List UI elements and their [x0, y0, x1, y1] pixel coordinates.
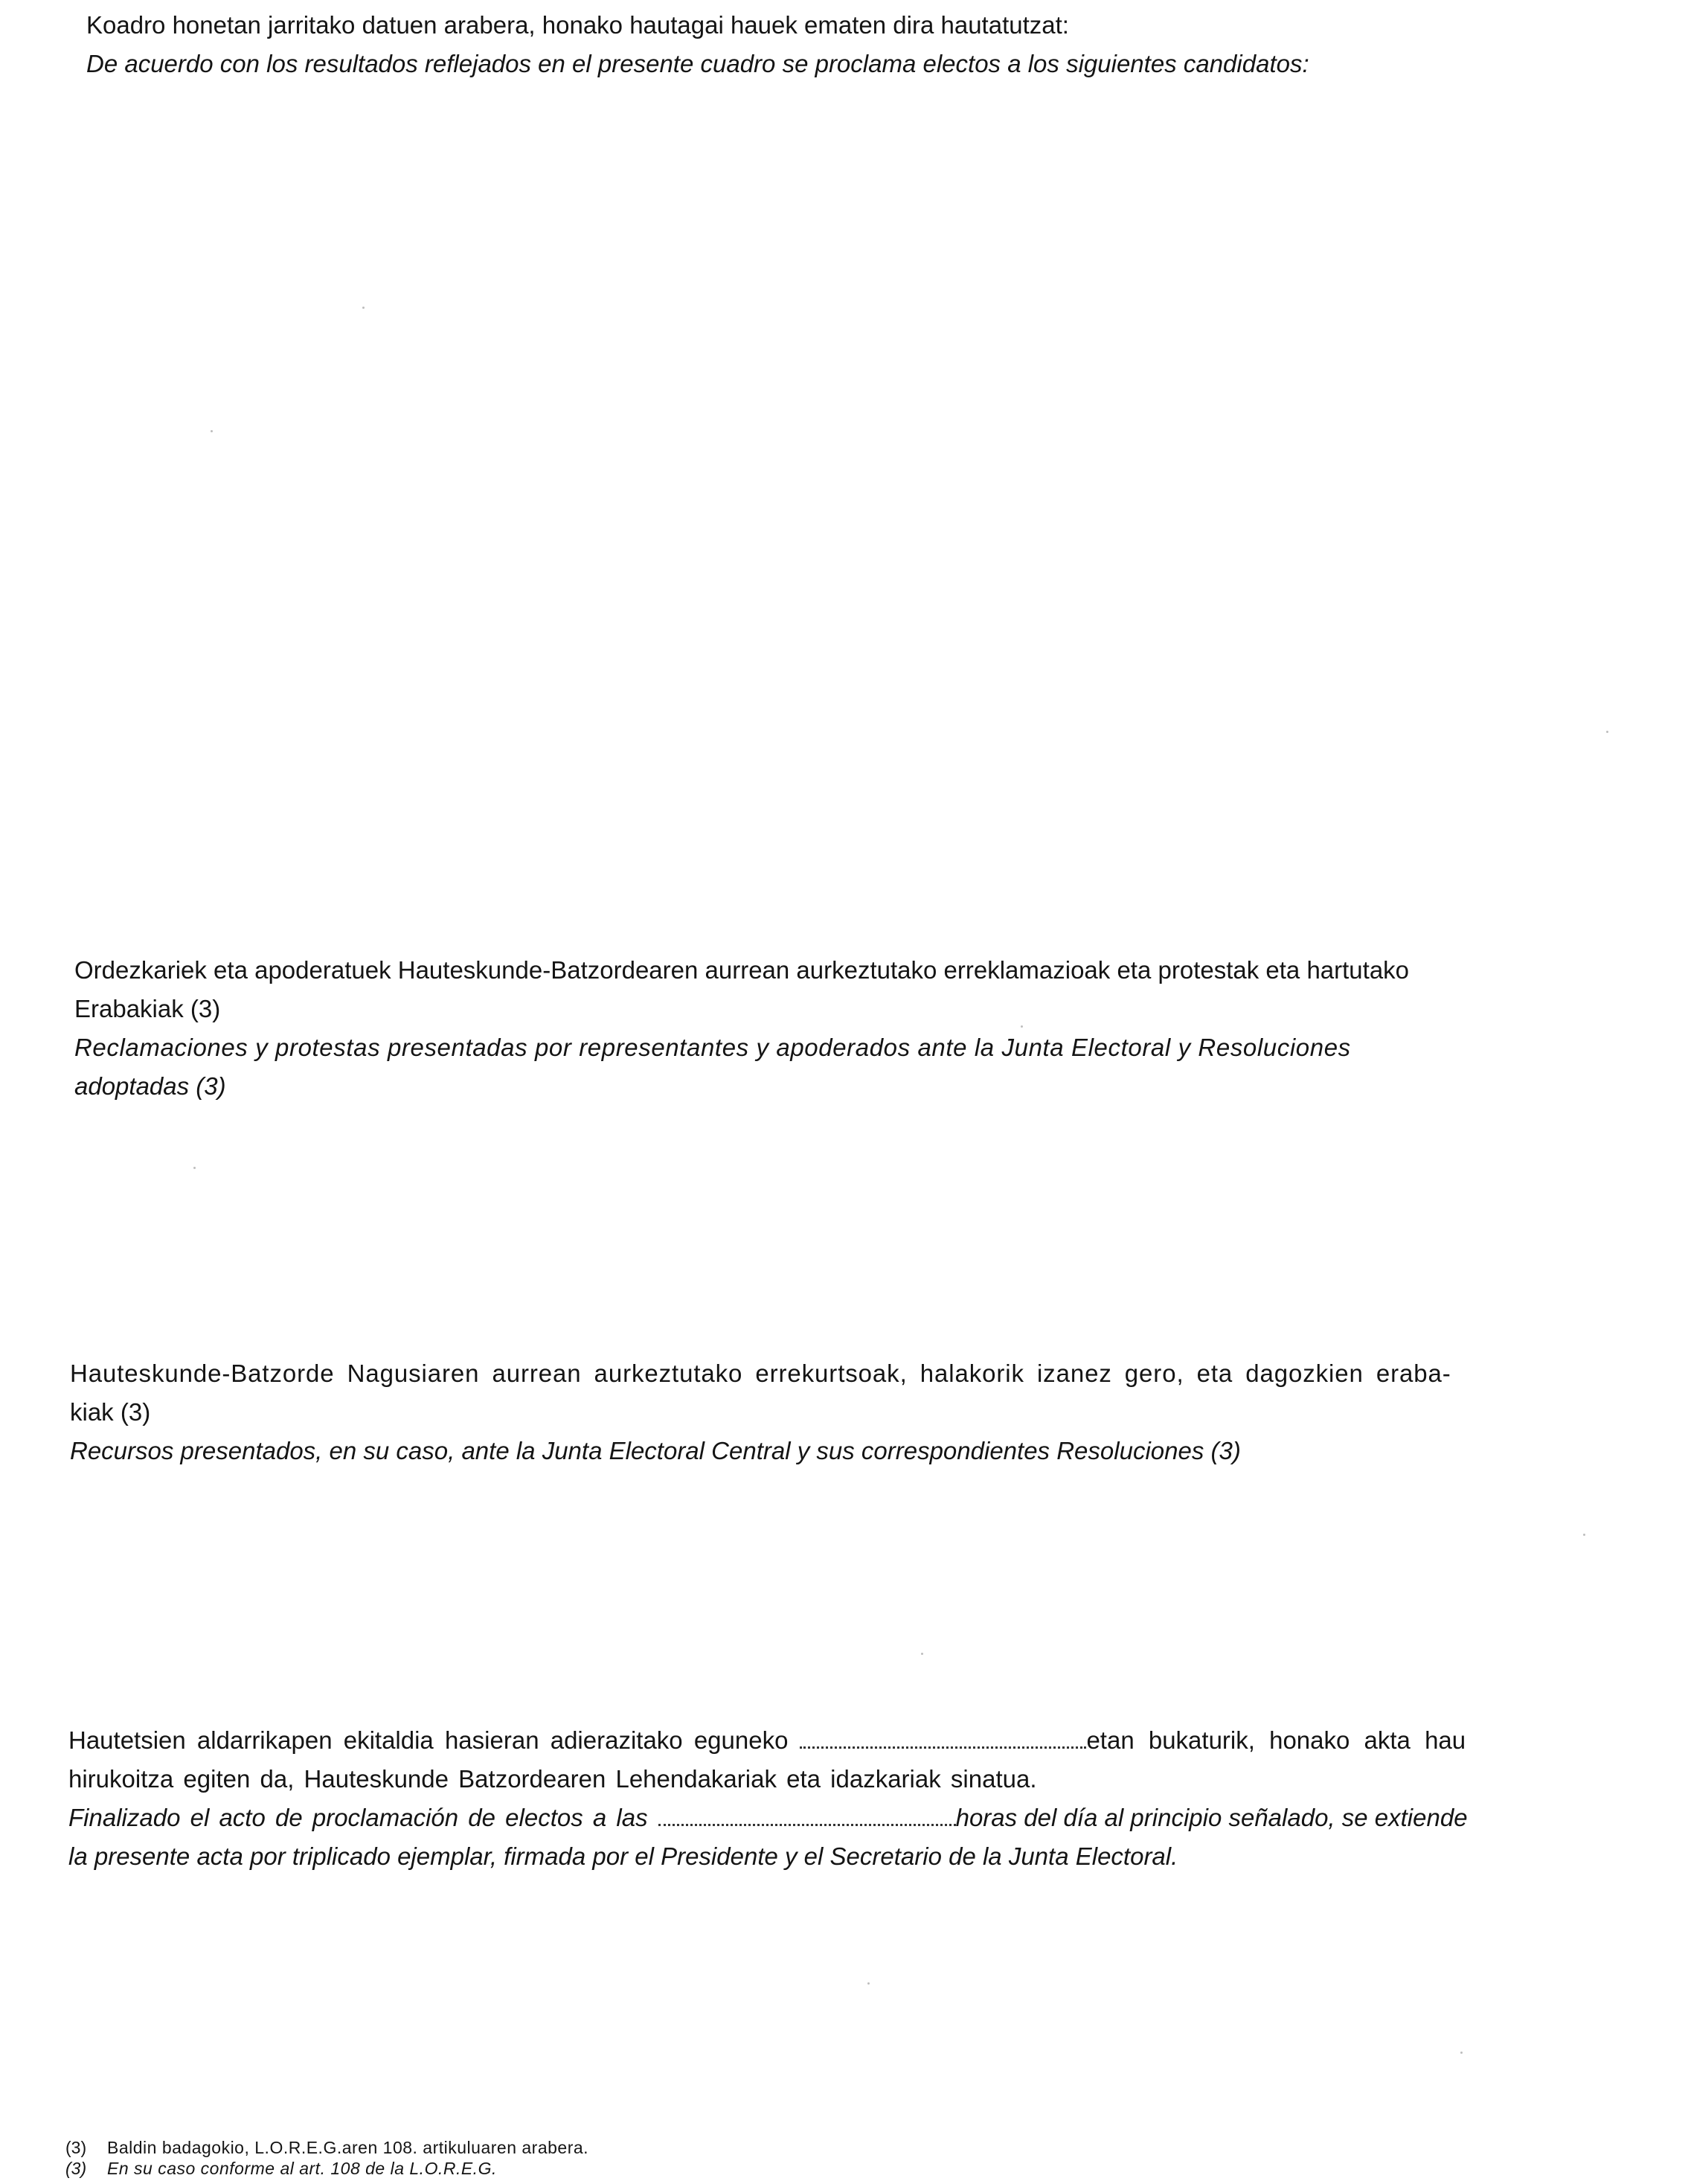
elected-heading-spanish: De acuerdo con los resultados reflejados en el presente cuadro se proclama electos a los siguientes candidatos: [86, 50, 1309, 77]
appeals-heading-basque-line1 [70, 1354, 1585, 1393]
scan-speck [1606, 731, 1608, 733]
scan-speck [1460, 2052, 1463, 2054]
scan-speck [921, 1653, 923, 1655]
closing-spanish-before-blank: Finalizado el acto de proclamación de electos a las [68, 1804, 648, 1831]
footnote-basque [65, 2136, 588, 2159]
claims-heading-spanish-line1 [74, 1028, 1585, 1067]
time-blank-spanish[interactable] [658, 1804, 956, 1826]
appeals-section [70, 1354, 1585, 1470]
closing-spanish-after-blank: horas del día al principio señalado, se extiende [955, 1804, 1468, 1831]
claims-heading-spanish-line2: adoptadas (3) [74, 1072, 226, 1100]
claims-heading-basque-line2: Erabakiak (3) [74, 995, 221, 1022]
footnote-text: En su caso conforme al art. 108 de la L.O.R.E.G. [107, 2159, 497, 2178]
footnote-marker: (3) [65, 2159, 87, 2178]
elected-candidates-section [86, 6, 1544, 83]
scan-speck [1583, 1534, 1585, 1536]
claims-heading-basque-line1: Ordezkariek eta apoderatuek Hauteskunde-Batzordearen aurrean aurkeztutako erreklamazioak eta protestak eta hartutako [74, 956, 1410, 984]
closing-spanish-line1 [68, 1799, 1586, 1837]
claims-heading-spanish-text: Reclamaciones y protestas presentadas por representantes y apoderados ante la Junta Electoral y Resoluciones [74, 1034, 1351, 1061]
closing-section [68, 1721, 1586, 1876]
time-blank-basque[interactable] [800, 1727, 1086, 1749]
scan-speck [193, 1167, 196, 1169]
closing-basque-line2: hirukoitza egiten da, Hauteskunde Batzordearen Lehendakariak eta idazkariak sinatua. [68, 1765, 1037, 1793]
scan-speck [211, 430, 213, 432]
footnote-marker: (3) [65, 2138, 87, 2157]
appeals-heading-spanish: Recursos presentados, en su caso, ante la Junta Electoral Central y sus correspondientes Resoluciones (3) [70, 1437, 1241, 1464]
appeals-heading-basque-text: Hauteskunde-Batzorde Nagusiaren aurrean aurkeztutako errekurtsoak, halakorik izanez gero, eta dagozkien eraba- [70, 1360, 1451, 1387]
elected-heading-basque: Koadro honetan jarritako datuen arabera, honako hautagai hauek ematen dira hautatutzat: [86, 11, 1069, 39]
closing-basque-after-blank: etan bukaturik, honako akta hau [1086, 1726, 1466, 1754]
scan-speck [867, 1982, 870, 1985]
footnote-text: Baldin badagokio, L.O.R.E.G.aren 108. artikuluaren arabera. [107, 2138, 589, 2157]
closing-basque-line1 [68, 1721, 1586, 1760]
scan-speck [362, 307, 365, 309]
claims-section [74, 951, 1585, 1106]
closing-basque-before-blank: Hautetsien aldarrikapen ekitaldia hasieran adierazitako eguneko [68, 1726, 789, 1754]
appeals-heading-basque-line2: kiak (3) [70, 1398, 151, 1426]
scan-speck [1021, 1025, 1023, 1028]
closing-spanish-line2: la presente acta por triplicado ejemplar, firmada por el Presidente y el Secretario de la Junta Electoral. [68, 1842, 1178, 1870]
footnote-spanish [65, 2157, 497, 2180]
